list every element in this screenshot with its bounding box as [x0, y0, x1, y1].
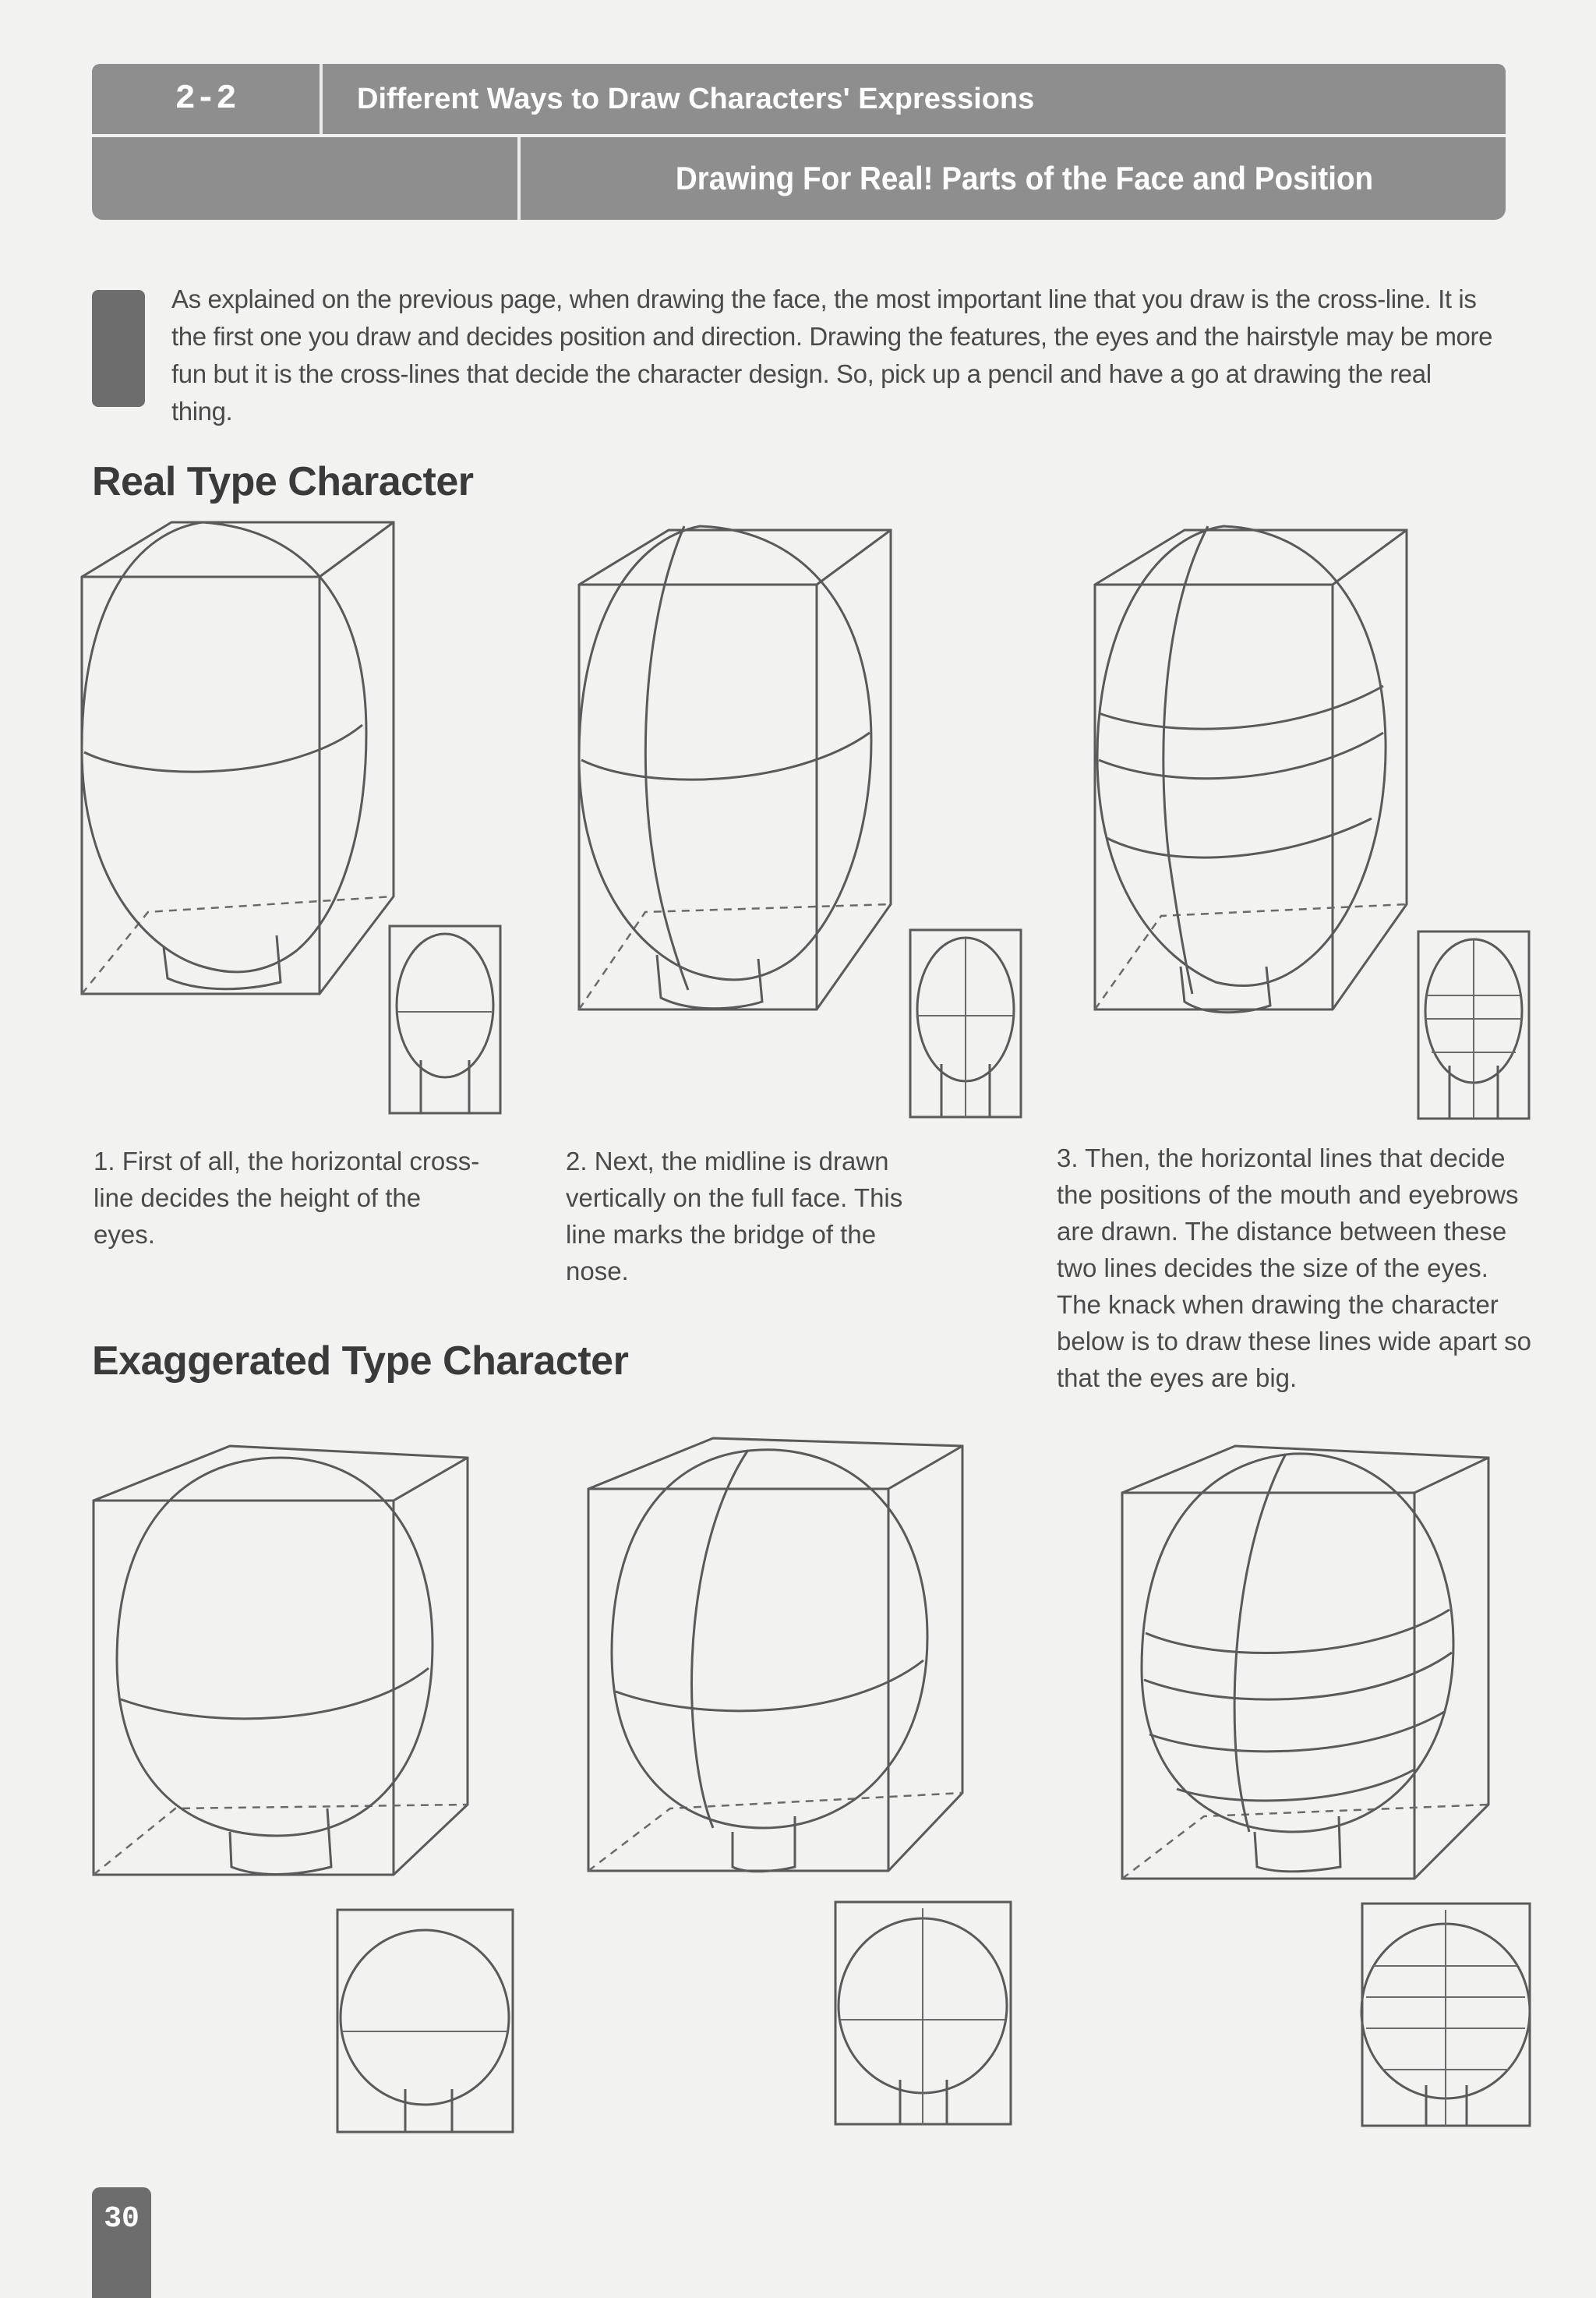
real-front-view-2 — [910, 930, 1021, 1117]
exaggerated-head-step1 — [90, 1442, 526, 2144]
section-title-exaggerated: Exaggerated Type Character — [92, 1338, 629, 1384]
real-head-step1 — [78, 514, 514, 1122]
real-front-view-1 — [390, 926, 500, 1113]
header-divider — [92, 137, 521, 220]
real-head-step2 — [575, 522, 1027, 1130]
section-number: 2-2 — [92, 64, 323, 134]
real-front-view-3 — [1418, 932, 1529, 1119]
caption-step3: 3. Then, the horizontal lines that decide the positions of the mouth and eyebrows are drawn. The distance between these two lines decides the size of the eyes. The knack when drawing the character below is to draw these lines wide apart so that the eyes are big. — [1057, 1144, 1531, 1392]
intro-paragraph: As explained on the previous page, when drawing the face, the most important line that you draw is the cross-line. It is the first one you draw and decides position and direction. Drawing the features, the eyes and the hairstyle may be more fun but it is the cross-lines that decide the character design. So, pick up a pencil and have a go at drawing the real thing. — [171, 285, 1493, 426]
page-subtitle: Drawing For Real! Parts of the Face and Position — [675, 160, 1373, 196]
intro-marker — [92, 290, 145, 407]
chapter-header — [92, 64, 1506, 220]
caption-step1: 1. First of all, the horizontal cross-line decides the height of the eyes. — [94, 1147, 480, 1249]
exaggerated-head-step3 — [1118, 1442, 1555, 2144]
chapter-title: Different Ways to Draw Characters' Expressions — [357, 83, 1035, 115]
caption-step2: 2. Next, the midline is drawn vertically on the full face. This line marks the bridge of the nose. — [566, 1147, 903, 1285]
page-number: 30 — [92, 2187, 151, 2298]
exaggerated-front-view-1 — [337, 1910, 513, 2132]
real-head-step3 — [1091, 522, 1543, 1130]
exaggerated-front-view-3 — [1361, 1904, 1530, 2126]
exaggerated-front-view-2 — [835, 1902, 1011, 2124]
exaggerated-head-step2 — [584, 1434, 1021, 2136]
section-title-real: Real Type Character — [92, 459, 474, 504]
